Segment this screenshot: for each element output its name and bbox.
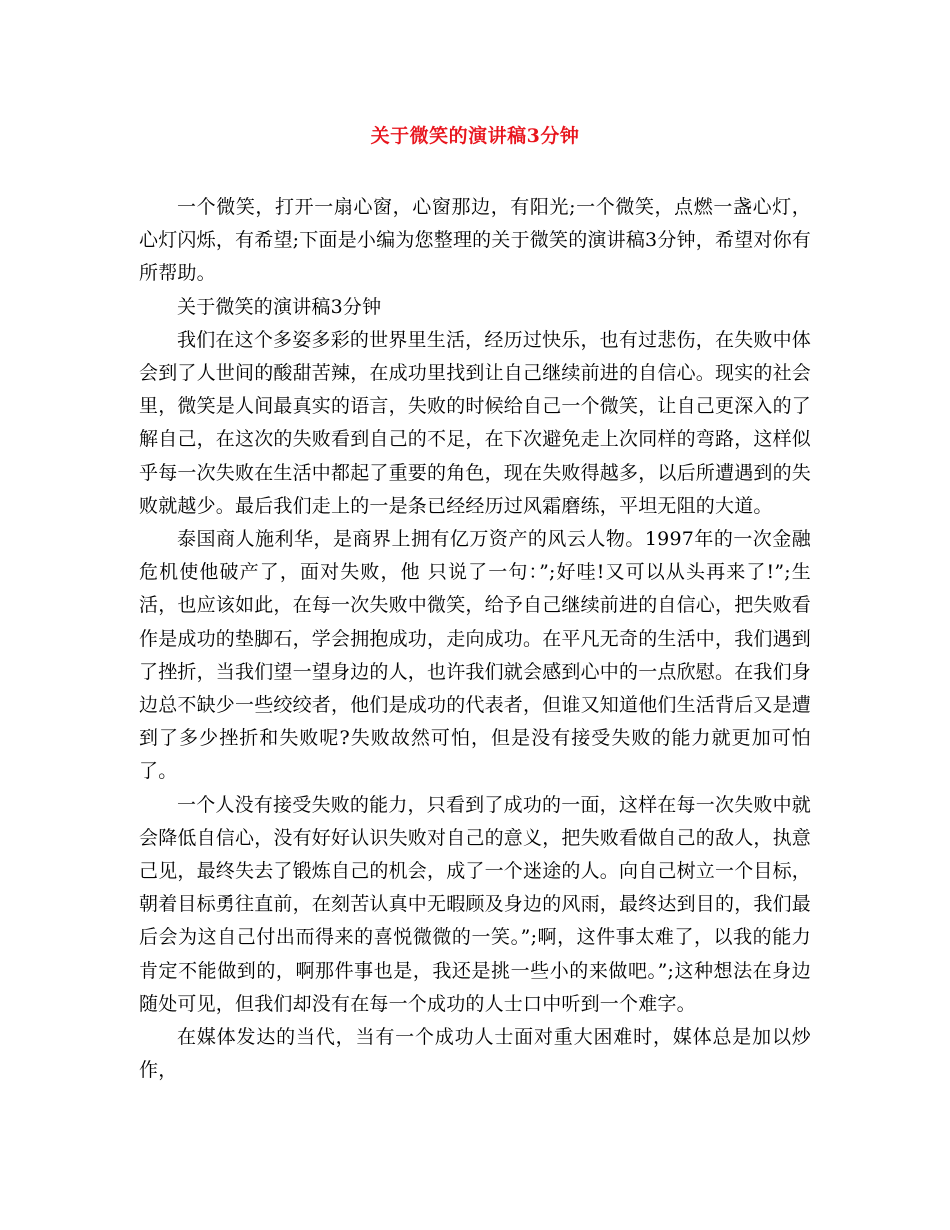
paragraph-subtitle: 关于微笑的演讲稿3分钟 [177,295,382,318]
paragraph-2: 泰国商人施利华，是商界上拥有亿万资产的风云人物。1997年的一次金融危机使他破产了，面对失败，他 只说了一句：”;好哇!又可以从头再来了!”;生活，也应该如此，在每一次失败中微笑，给予自己继续前进的自信心，把失败看作是成功的垫脚石，学会拥抱成功，走向成功。在平凡无奇的生活中，我们遇到了挫折，当我们望一望身边的人，也许我们就会感到心中的一点欣慰。在我们身边总不缺少一些绞绞者，他们是成功的代表者，但谁又知道他们生活背后又是遭到了多少挫折和失败呢?失败故然可怕，但是没有接受失败的能力就更加可怕了。 [139,528,812,783]
paragraph-3: 一个人没有接受失败的能力，只看到了成功的一面，这样在每一次失败中就会降低自信心，没有好好认识失败对自己的意义，把失败看做自己的敌人，执意己见，最终失去了锻炼自己的机会，成了一个迷途的人。向自己树立一个目标，朝着目标勇往直前，在刻苦认真中无暇顾及身边的风雨，最终达到目的，我们最后会为这自己付出而得来的喜悦微微的一笑。”;啊，这件事太难了，以我的能力肯定不能做到的，啊那件事也是，我还是挑一些小的来做吧。”;这种想法在身边随处可见，但我们却没有在每一个成功的人士口中听到一个难字。 [139,793,812,1015]
page-title: 关于微笑的演讲稿3分钟 [370,125,580,147]
paragraph-1: 我们在这个多姿多彩的世界里生活，经历过快乐，也有过悲伤，在失败中体会到了人世间的酸甜苦辣，在成功里找到让自己继续前进的自信心。现实的社会里，微笑是人间最真实的语言，失败的时候给自己一个微笑，让自己更深入的了解自己，在这次的失败看到自己的不足，在下次避免走上次同样的弯路，这样似乎每一次失败在生活中都起了重要的角色，现在失败得越多，以后所遭遇到的失败就越少。最后我们走上的一是条已经经历过风霜磨练，平坦无阻的大道。 [139,328,812,517]
paragraph-4: 在媒体发达的当代，当有一个成功人士面对重大困难时，媒体总是加以炒作， [139,1026,811,1082]
document-body [139,191,811,1087]
paragraph-intro: 一个微笑，打开一扇心窗，心窗那边，有阳光;一个微笑，点燃一盏心灯，心灯闪烁，有希望;下面是小编为您整理的关于微笑的演讲稿3分钟，希望对你有所帮助。 [139,196,811,285]
